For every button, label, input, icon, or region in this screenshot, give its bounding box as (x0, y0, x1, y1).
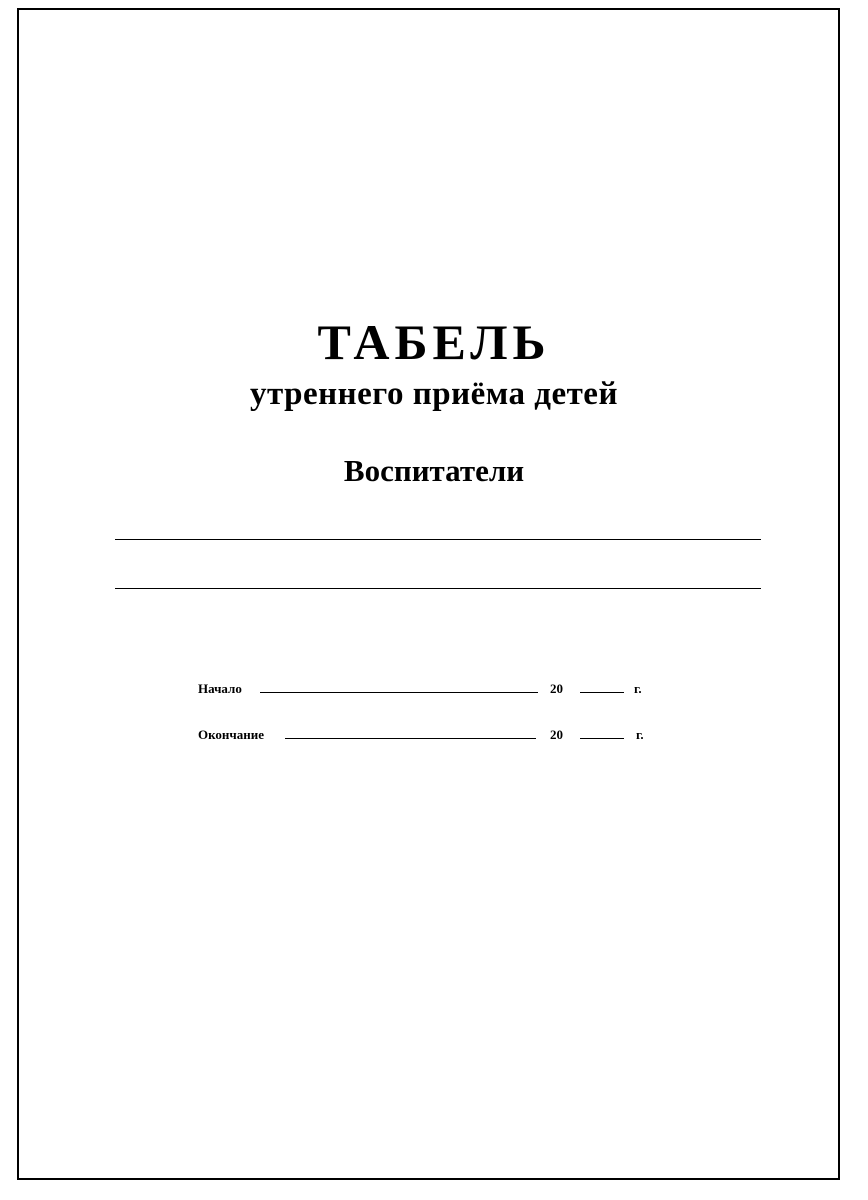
start-year-suffix: г. (634, 681, 642, 696)
end-date-blank[interactable] (285, 738, 536, 739)
end-label: Окончание (198, 727, 265, 742)
start-label: Начало (198, 681, 242, 696)
document-title: ТАБЕЛЬ (317, 314, 551, 370)
start-date-row (198, 679, 658, 699)
end-year-suffix: г. (636, 727, 644, 742)
end-date-row (198, 725, 658, 745)
educators-name-line-2[interactable] (115, 588, 761, 589)
page-border (17, 8, 840, 1180)
educators-heading: Воспитатели (343, 453, 525, 488)
start-date-blank[interactable] (260, 692, 538, 693)
end-year-blank[interactable] (580, 738, 624, 739)
document-subtitle: утреннего приёма детей (250, 376, 618, 412)
educators-name-line-1[interactable] (115, 539, 761, 540)
start-year-prefix: 20 (550, 681, 563, 696)
end-year-prefix: 20 (550, 727, 563, 742)
start-year-blank[interactable] (580, 692, 624, 693)
